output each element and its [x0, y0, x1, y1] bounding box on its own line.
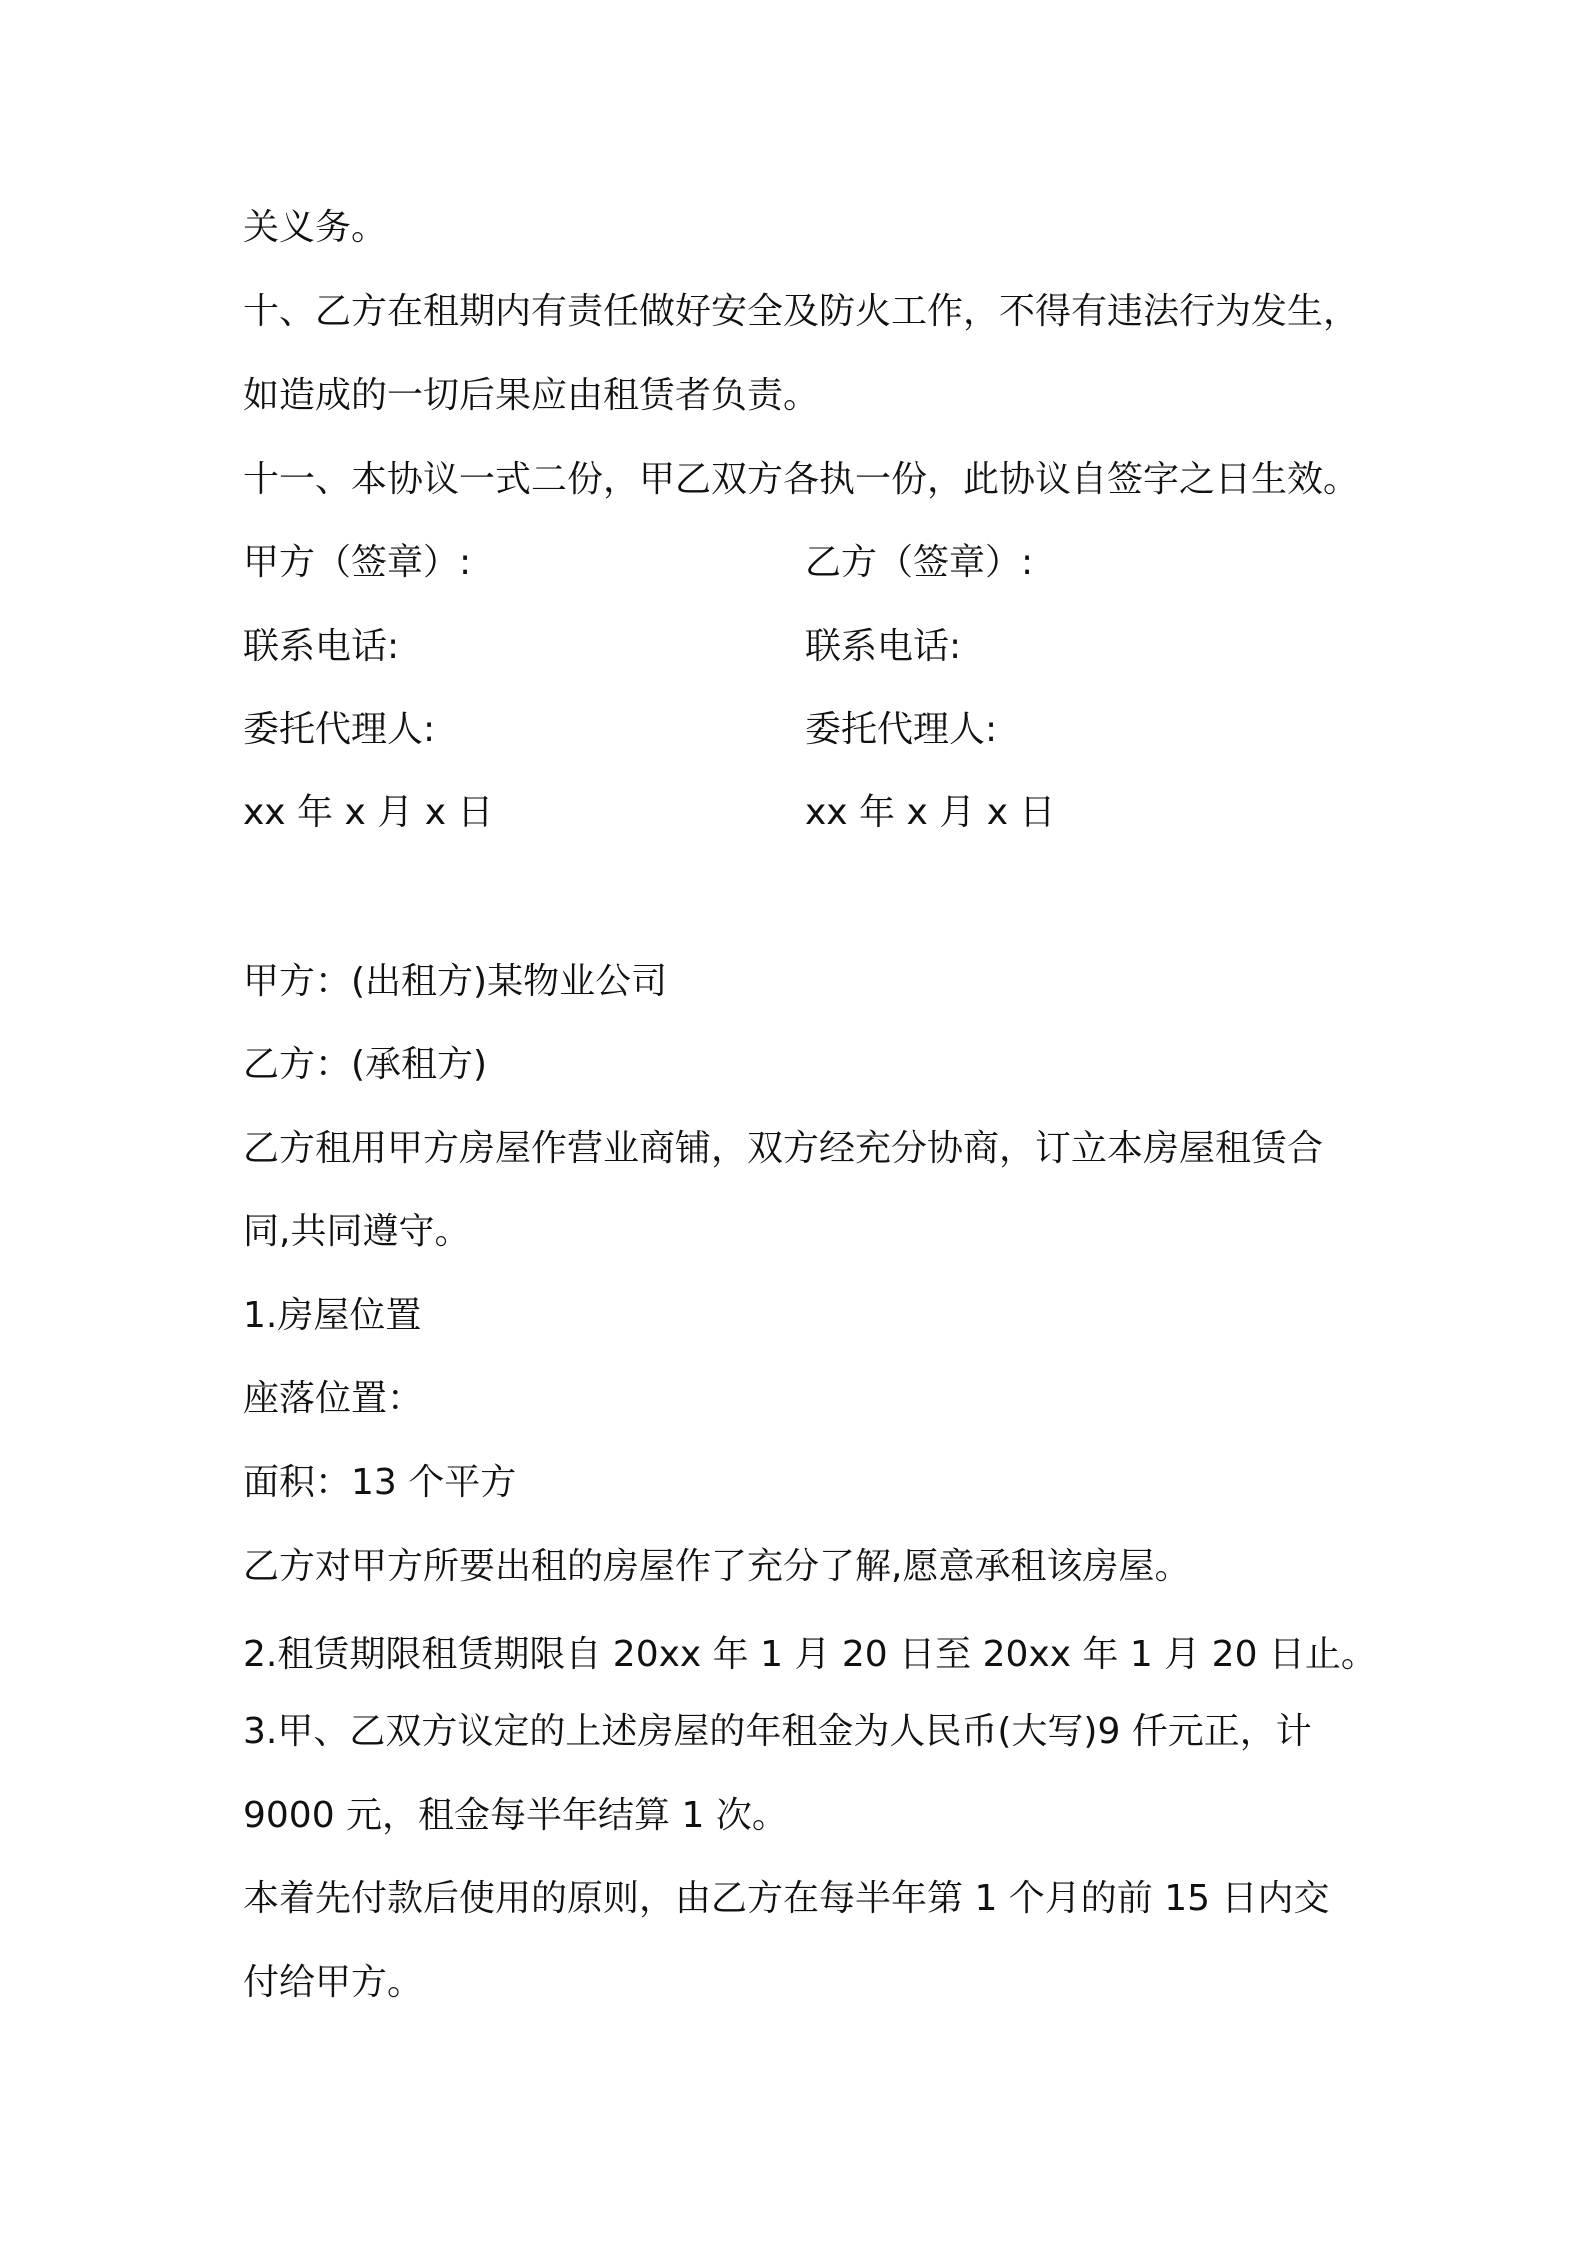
- party-a-date: xx 年 x 月 x 日: [243, 792, 494, 833]
- lease-term: 2.租赁期限租赁期限自 20xx 年 1 月 20 日至 20xx 年 1 月 20 日止。: [243, 1634, 1377, 1675]
- party-b-agent: 委托代理人:: [805, 709, 998, 750]
- party-a-seal: 甲方（签章）:: [243, 542, 472, 583]
- area-field: 面积：13 个平方: [243, 1462, 517, 1503]
- intro-line-1: 乙方租用甲方房屋作营业商铺，双方经充分协商，订立本房屋租赁合: [243, 1128, 1324, 1169]
- clause-11: 十一、本协议一式二份，甲乙双方各执一份，此协议自签字之日生效。: [243, 459, 1360, 500]
- party-a-phone: 联系电话:: [243, 626, 400, 667]
- party-b-phone: 联系电话:: [805, 626, 962, 667]
- party-a-agent: 委托代理人:: [243, 709, 436, 750]
- clause-10-line-2: 如造成的一切后果应由租赁者负责。: [243, 375, 820, 416]
- acknowledgement-line: 乙方对甲方所要出租的房屋作了充分了解,愿意承租该房屋。: [243, 1546, 1191, 1587]
- clause-10-line-1: 十、乙方在租期内有责任做好安全及防火工作，不得有违法行为发生，: [243, 291, 1360, 332]
- text-line: 关义务。: [243, 207, 388, 248]
- lessor-line: 甲方：(出租方)某物业公司: [243, 961, 668, 1002]
- party-b-date: xx 年 x 月 x 日: [805, 792, 1056, 833]
- party-b-seal: 乙方（签章）:: [805, 542, 1034, 583]
- location-field: 座落位置：: [243, 1378, 424, 1419]
- section-house-location: 1.房屋位置: [243, 1295, 422, 1336]
- rent-line-1: 3.甲、乙双方议定的上述房屋的年租金为人民币(大写)9 仟元正，计: [243, 1711, 1312, 1752]
- rent-line-2: 9000 元，租金每半年结算 1 次。: [243, 1795, 788, 1836]
- intro-line-2: 同,共同遵守。: [243, 1211, 471, 1252]
- payment-line-1: 本着先付款后使用的原则，由乙方在每半年第 1 个月的前 15 日内交: [243, 1878, 1330, 1919]
- lessee-line: 乙方：(承租方): [243, 1044, 488, 1085]
- payment-line-2: 付给甲方。: [243, 1962, 424, 2003]
